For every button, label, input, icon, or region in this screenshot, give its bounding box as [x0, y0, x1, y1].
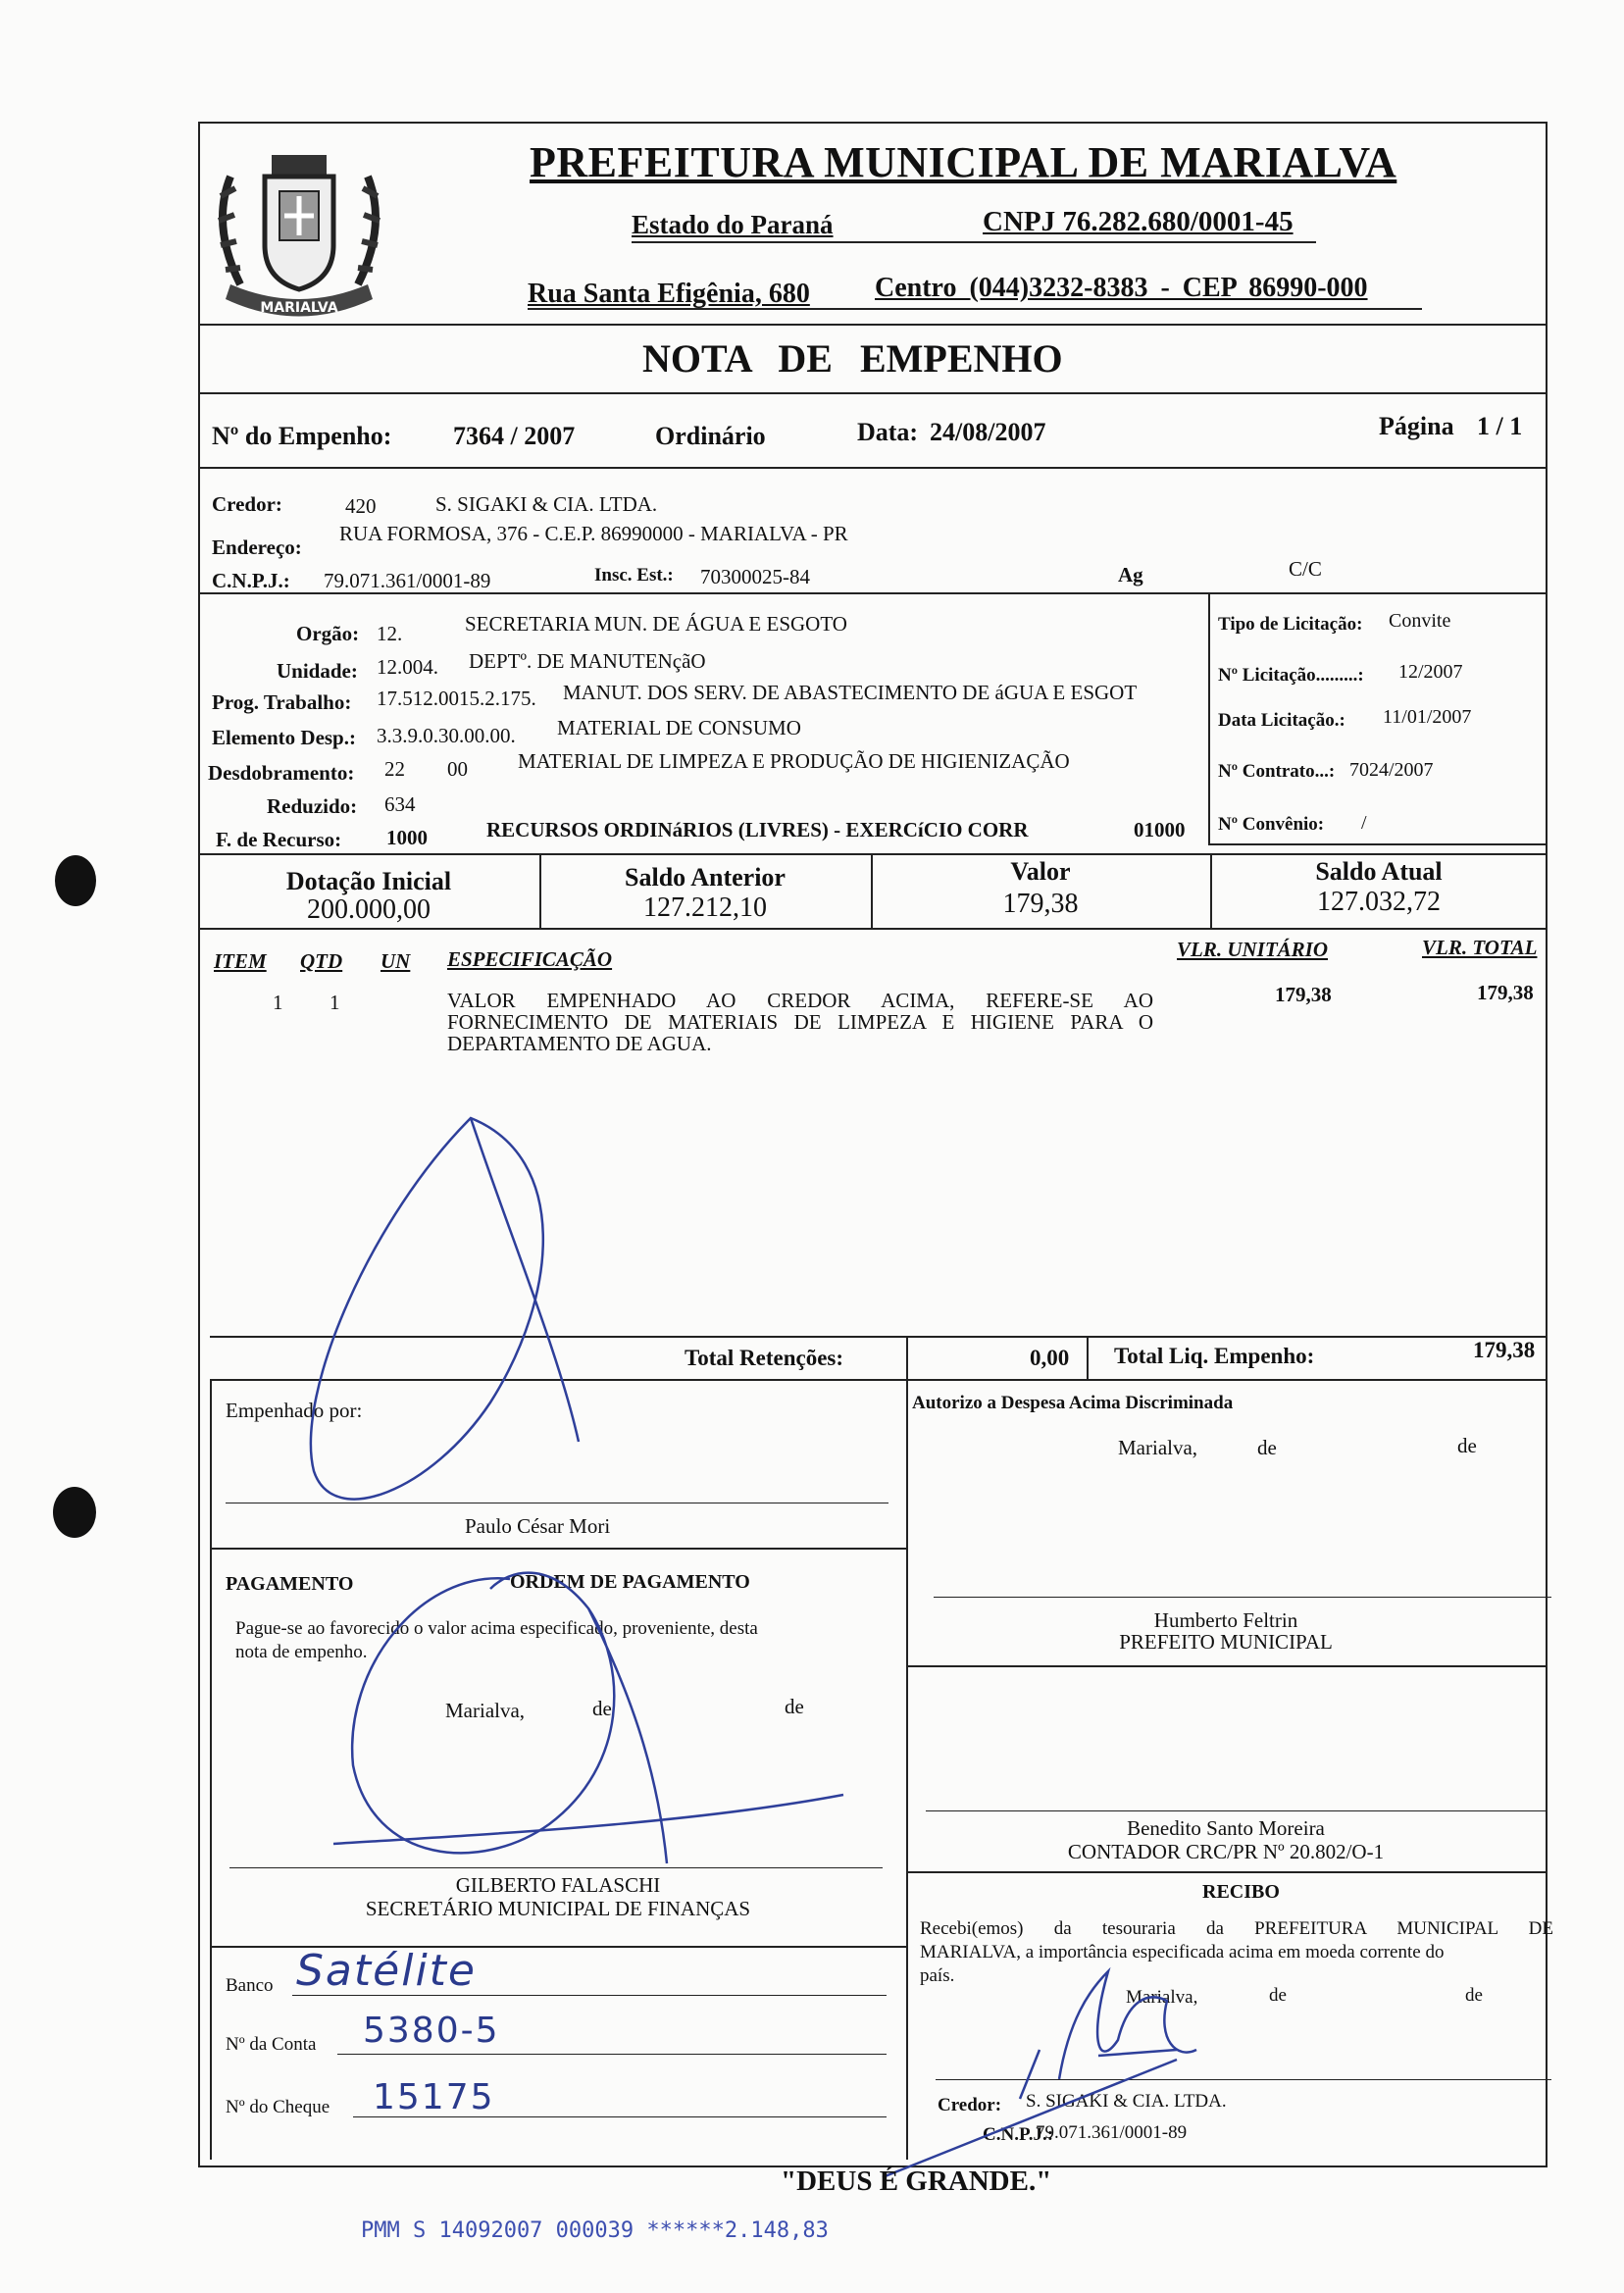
pagamento-label: PAGAMENTO: [226, 1573, 354, 1595]
col-unit-value: VLR. UNITÁRIO: [1177, 938, 1329, 961]
prefeito-role: PREFEITO MUNICIPAL: [1119, 1630, 1333, 1654]
cheque-label: Nº do Cheque: [226, 2097, 330, 2117]
elemento-desc: MATERIAL DE CONSUMO: [557, 716, 801, 739]
credor-name: S. SIGAKI & CIA. LTDA.: [435, 492, 658, 516]
address-label: Endereço:: [212, 535, 302, 559]
licitacao-date-label: Data Licitação.:: [1218, 710, 1345, 731]
col-un: UN: [381, 949, 411, 973]
prog-desc: MANUT. DOS SERV. DE ABASTECIMENTO DE áGUA E ESGOT: [563, 681, 1138, 704]
recibo-credor-value: S. SIGAKI & CIA. LTDA.: [1026, 2091, 1227, 2112]
col-especificacao: ESPECIFICAÇÃO: [447, 947, 613, 971]
empenho-type: Ordinário: [655, 422, 766, 450]
credor-label: Credor:: [212, 492, 282, 516]
banco-label: Banco: [226, 1975, 274, 1996]
cnpj-label: C.N.P.J.:: [212, 569, 290, 592]
recibo-credor-label: Credor:: [938, 2095, 1002, 2115]
licitacao-number-label: Nº Licitação.........:: [1218, 665, 1364, 686]
item-desc-line1: VALOR EMPENHADO AO CREDOR ACIMA, REFERE-SE AO: [447, 989, 1153, 1012]
empenhado-name: Paulo César Mori: [465, 1514, 611, 1538]
reduzido-code: 634: [384, 792, 416, 816]
ordem-pagamento-label: ORDEM DE PAGAMENTO: [510, 1571, 750, 1593]
contrato-label: Nº Contrato...:: [1218, 761, 1336, 782]
prog-code: 17.512.0015.2.175.: [377, 687, 536, 710]
recibo-cnpj-value: 79.071.361/0001-89: [1036, 2122, 1188, 2143]
pagamento-de1: de: [592, 1697, 612, 1720]
valor-label: Valor: [1010, 857, 1071, 886]
elemento-label: Elemento Desp.:: [212, 726, 356, 749]
col-item: ITEM: [214, 949, 267, 973]
retencoes-value: 0,00: [1030, 1346, 1070, 1370]
pagamento-text1: Pague-se ao favorecido o valor acima especificado, proveniente, desta: [235, 1618, 758, 1639]
orgao-desc: SECRETARIA MUN. DE ÁGUA E ESGOTO: [465, 612, 847, 636]
page-number: 1 / 1: [1477, 412, 1523, 440]
convenio-label: Nº Convênio:: [1218, 814, 1325, 835]
prog-label: Prog. Trabalho:: [212, 690, 352, 714]
desdobramento-code: 22: [384, 757, 405, 781]
autorizo-city: Marialva,: [1118, 1436, 1198, 1459]
elemento-code: 3.3.9.0.30.00.00.: [377, 724, 516, 747]
hole-punch: [53, 1487, 96, 1538]
empenho-number: 7364 / 2007: [453, 422, 576, 450]
tipo-licitacao-label: Tipo de Licitação:: [1218, 614, 1363, 635]
account-label: C/C: [1289, 557, 1322, 581]
state-name: Estado do Paraná: [632, 210, 834, 239]
autorizo-de2: de: [1457, 1434, 1477, 1457]
cnpj-header: CNPJ 76.282.680/0001-45: [983, 206, 1294, 237]
agency-label: Ag: [1118, 563, 1143, 586]
retencoes-label: Total Retenções:: [685, 1346, 844, 1370]
prefeito-name: Humberto Feltrin: [1153, 1608, 1298, 1632]
pagamento-city: Marialva,: [445, 1699, 526, 1722]
header-contact: Centro (044)3232-8383 - CEP 86990-000: [875, 273, 1368, 303]
saldo-anterior-label: Saldo Anterior: [625, 863, 786, 892]
credor-code: 420: [345, 494, 377, 518]
recibo-de1: de: [1269, 1985, 1287, 2006]
saldo-atual-value: 127.032,72: [1317, 887, 1441, 917]
licitacao-date: 11/01/2007: [1383, 706, 1472, 728]
item-total-value: 179,38: [1477, 981, 1534, 1004]
liquido-value: 179,38: [1473, 1338, 1536, 1362]
desdobramento-label: Desdobramento:: [208, 761, 355, 785]
orgao-label: Orgão:: [296, 622, 360, 645]
recibo-text1: Recebi(emos) da tesouraria da PREFEITURA MUNICIPAL DE: [920, 1918, 1553, 1939]
hole-punch: [55, 855, 96, 906]
fonte-label: F. de Recurso:: [216, 828, 342, 851]
col-total-value: VLR. TOTAL: [1422, 936, 1538, 959]
unidade-label: Unidade:: [277, 659, 358, 683]
contador-name: Benedito Santo Moreira: [1127, 1816, 1325, 1840]
pagamento-de2: de: [785, 1695, 804, 1718]
item-unit-value: 179,38: [1275, 983, 1332, 1006]
motto: "DEUS É GRANDE.": [781, 2166, 1052, 2197]
liquido-label: Total Liq. Empenho:: [1114, 1344, 1315, 1368]
dotacao-label: Dotação Inicial: [285, 867, 452, 895]
empenho-number-label: Nº do Empenho:: [212, 422, 392, 450]
cheque-value: 15175: [373, 2077, 495, 2117]
page-label: Página: [1379, 412, 1454, 440]
payment-stamp: PMM S 14092007 000039 ******2.148,83: [361, 2218, 829, 2243]
saldo-anterior-value: 127.212,10: [643, 892, 767, 923]
contrato-value: 7024/2007: [1349, 759, 1434, 781]
empenho-date: 24/08/2007: [930, 418, 1046, 446]
pagamento-text2: nota de empenho.: [235, 1642, 368, 1662]
fonte-desc: RECURSOS ORDINáRIOS (LIVRES) - EXERCíCIO CORR: [486, 818, 1029, 841]
dotacao-value: 200.000,00: [307, 894, 431, 925]
date-label: Data:: [857, 418, 919, 446]
convenio-value: /: [1361, 812, 1367, 834]
secretario-name: GILBERTO FALASCHI: [455, 1873, 661, 1897]
desdobramento-desc: MATERIAL DE LIMPEZA E PRODUÇÃO DE HIGIENIZAÇÃO: [518, 749, 1070, 773]
unidade-code: 12.004.: [377, 655, 438, 679]
col-qtd: QTD: [300, 949, 343, 973]
conta-label: Nº da Conta: [226, 2034, 317, 2055]
recibo-title: RECIBO: [1202, 1881, 1280, 1903]
tipo-licitacao-value: Convite: [1389, 610, 1451, 632]
banco-value: Satélite: [296, 1946, 477, 1996]
item-desc-line2: FORNECIMENTO DE MATERIAIS DE LIMPEZA E HIGIENE PARA O: [447, 1010, 1153, 1034]
svg-text:MARIALVA: MARIALVA: [260, 300, 338, 316]
saldo-atual-label: Saldo Atual: [1315, 857, 1443, 886]
autorizo-label: Autorizo a Despesa Acima Discriminada: [912, 1393, 1234, 1413]
item-desc-line3: DEPARTAMENTO DE AGUA.: [447, 1032, 712, 1055]
prefecture-title: PREFEITURA MUNICIPAL DE MARIALVA: [530, 138, 1397, 186]
insc-label: Insc. Est.:: [594, 565, 674, 586]
unidade-desc: DEPTº. DE MANUTENçãO: [469, 649, 706, 673]
credor-cnpj: 79.071.361/0001-89: [324, 569, 491, 592]
desdobramento-sub: 00: [447, 757, 468, 781]
header-address: Rua Santa Efigênia, 680: [528, 279, 810, 309]
recibo-city: Marialva,: [1126, 1987, 1198, 2008]
fonte-code: 1000: [386, 826, 428, 849]
insc-value: 70300025-84: [700, 565, 810, 588]
reduzido-label: Reduzido:: [267, 794, 358, 818]
autorizo-de1: de: [1257, 1436, 1277, 1459]
recibo-text2: MARIALVA, a importância especificada acima em moeda corrente do: [920, 1942, 1445, 1962]
empenhado-label: Empenhado por:: [226, 1399, 363, 1422]
fonte-num: 01000: [1134, 818, 1186, 841]
orgao-code: 12.: [377, 622, 403, 645]
recibo-text3: país.: [920, 1965, 955, 1986]
item-number: 1: [273, 991, 283, 1014]
secretario-role: SECRETÁRIO MUNICIPAL DE FINANÇAS: [365, 1897, 751, 1920]
document-title: NOTA DE EMPENHO: [642, 336, 1063, 381]
contador-role: CONTADOR CRC/PR Nº 20.802/O-1: [1067, 1840, 1385, 1863]
recibo-de2: de: [1465, 1985, 1483, 2006]
recibo-cnpj-label: C.N.P.J.:: [983, 2124, 1054, 2145]
valor-value: 179,38: [1002, 889, 1079, 919]
licitacao-number: 12/2007: [1398, 661, 1463, 683]
credor-address: RUA FORMOSA, 376 - C.E.P. 86990000 - MARIALVA - PR: [339, 522, 848, 545]
item-qty: 1: [330, 991, 340, 1014]
conta-value: 5380-5: [363, 2011, 500, 2051]
